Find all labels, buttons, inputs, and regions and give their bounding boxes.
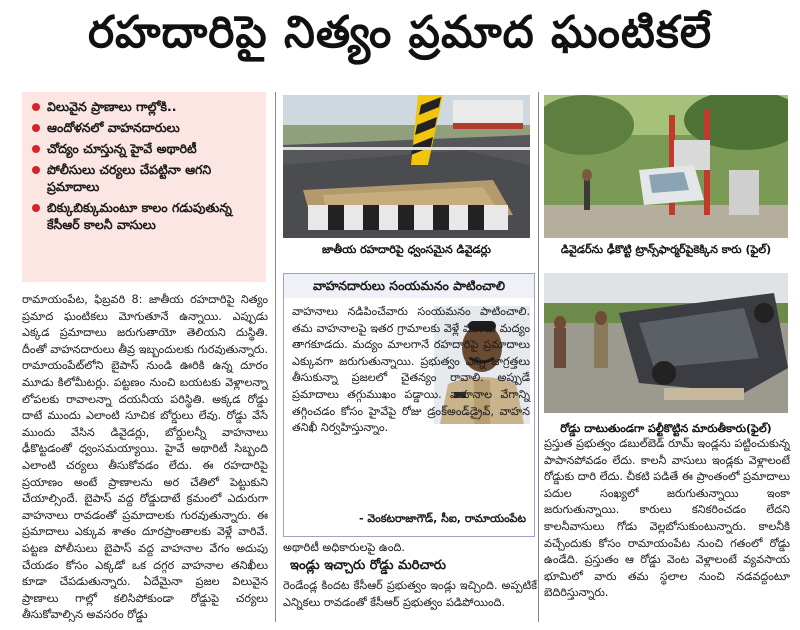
middle-continuation: అథారిటీ అధికారులపై ఉంది.: [283, 541, 405, 554]
photo-broken-dividers: [283, 95, 530, 238]
subheading: ఇండ్లు ఇచ్చారు రోడ్డు మరిచారు: [290, 558, 447, 573]
column-divider: [275, 92, 276, 622]
photo-caption: డివైడర్‌ను ఢీకొట్టి ట్రాన్స్‌ఫార్మర్‌పైకెక్కిన కారు (ఫైల్): [560, 243, 772, 256]
bullet-dot-icon: [32, 166, 40, 174]
bullet-dot-icon: [32, 124, 40, 132]
bullet-item: పోలీసులు చర్యలు చేపట్టినా ఆగని ప్రమాదాలు: [32, 161, 260, 195]
article-left-column: [22, 292, 268, 622]
photo-overturned-car: [544, 273, 788, 413]
bullet-dot-icon: [32, 204, 40, 212]
middle-paragraph: రెండేండ్ల కిందట కేసీఆర్ ప్రభుత్వం ఇండ్లు ఇచ్చింది. అప్పటికే ఎన్నికలు రావడంతో కేసీఆర్ ప్రభుత్వం పడిపోయింది.: [283, 579, 537, 609]
box-title: వాహనదారులు సంయమనం పాటించాలి: [284, 274, 534, 298]
bullet-item: ఆందోళనలో వాహనదారులు: [32, 119, 260, 136]
bullet-item: విలువైన ప్రాణాలు గాల్లోకి..: [32, 98, 260, 115]
column-divider: [538, 92, 539, 622]
bullet-item: చోద్యం చూస్తున్న హైవే అథారిటీ: [32, 140, 260, 157]
quote-box: [283, 273, 535, 537]
photo-car-transformer: [544, 95, 788, 238]
headline: రహదారిపై నిత్యం ప్రమాద ఘంటికలే: [87, 7, 713, 58]
highlights-box: [22, 92, 266, 282]
box-signature: - వెంకటరాజాగౌడ్, సీఐ, రామాయంపేట: [358, 512, 526, 525]
bullet-dot-icon: [32, 103, 40, 111]
article-text: ప్రస్తుత ప్రభుత్వం డబుల్‌బెడ్ రూమ్ ఇండ్లను పట్టించుకున్న పాపానపోవడం లేదు. కాలనీ వాసులు ఇండ్లకు వెళ్లాలంటే రోడ్డుకు దారి లేదు. చీకటి పడితే ఈ ప్రాంతంలో ప్రమాదాలు పదుల సంఖ్యలో జరుగుతున్నాయి ఇంకా జరుగుతున్నాయి. కారులు కనికరించడం లేదని కాలనీవాసులు గోడు వెల్లబోసుకుంటున్నారు. కాలనీకి వచ్చేందుకు కోసం రామాయంపేట నుంచి గతంలో రోడ్డు ఉండేది. ప్రస్తుతం ఆ రోడ్డు వెంట వెళ్లాలంటే వ్యవసాయ భూమిలో వారు తమ స్థలాల నుంచి నడవద్దంటూ బెదిరిస్తున్నారు.: [544, 437, 790, 600]
bullet-dot-icon: [32, 145, 40, 153]
photo-caption: రోడ్డు దాటుతుండగా పల్టీకొట్టిన మారుతీకారు(ఫైల్): [560, 422, 772, 435]
article-right-column: [544, 436, 790, 626]
article-text: రామాయంపేట, ఫిబ్రవరి 8: జాతీయ రహదారిపై నిత్యం ప్రమాద ఘంటికలు మోగుతూనే ఉన్నాయి. ఎప్పుడు ఎక్కడ ప్రమాదాలు జరుగుతాయో తెలియని దుస్థితి. దీంతో వాహనదారులు తీవ్ర ఇబ్బందులకు గురవుతున్నారు. రామాయంపేట్‌లోని బైపాస్ నుండి ఊరికి ఉన్న దూరం మూడు కిలోమీటర్లు. పట్టణం నుంచి బయటకు వెళ్లాలన్నా లోపలకు రావాలన్నా దయనీయ పరిస్థితి. అక్కడ రోడ్డు దాటే ముందు ఎలాంటి సూచిక బోర్డులు లేవు. రోడ్డు వేసే ముందు వేసిన డివైడర్లు, బోర్డులన్నీ వాహనాలు ఢీకొట్టడంతో ధ్వంసమయ్యాయి. హైవే అథారిటీ సిబ్బంది ఎలాంటి చర్యలు తీసుకోవడం లేదు. ఈ రహదారిపై ప్రయాణం అంటే ప్రాణాలను అర చేతిలో పెట్టుకుని చేయాల్సిందే. బైపాస్ వద్ద రోడ్డుదాటే క్రమంలో ఎదురుగా వాహనాలు రావడంతో ప్రమాదాలకు గురవుతున్నారు. ఈ ప్రమాదాలు ఎక్కువ శాతం దూరప్రాంతాలకు వెళ్లే వారివే. పట్టణ పోలీసులు బైపాస్ వద్ద వాహనాల వేగం అదుపు చేయడం కోసం ఎక్కడో ఒక దగ్గర వాహనాల తనిఖీలు కూడా చేపడుతున్నారు. ఏదేమైనా ప్రజల విలువైన ప్రాణాలు గాల్లో కలిసిపోకుండా రోడ్డుపై చర్యలు తీసుకోవాల్సిన అవసరం రోడ్డు: [22, 293, 268, 622]
bullet-item: బిక్కుబిక్కుమంటూ కాలం గడుపుతున్న కేసీఆర్ కాలనీ వాసులు: [32, 199, 260, 233]
photo-caption: జాతీయ రహదారిపై ధ్వంసమైన డివైడర్లు: [322, 243, 491, 256]
box-text: వాహనాలు నడిపించేవారు సంయమనం పాటించాలి. తమ వాహనాలపై ఇతర గ్రామాలకు వెళ్లే ముందు మద్యం తాగకూడదు. మద్యం మాలగానే రహదారిపై ప్రమాదాలు ఎక్కువగా జరుగుతున్నాయి. ప్రభుత్వం ఎన్ని జాగ్రత్తలు తీసుకున్నా ప్రజలలో చైతన్యం రావాలి. అప్పుడే ప్రమాదాలు తగ్గుముఖం పడ్డాయి. వాహనాల వేగాన్ని తగ్గించడం కోసం హైవేపై రోజు డ్రంక్అండ్‌డ్రైవ్, వాహన తనిఖీ నిర్వహిస్తున్నాం.: [292, 305, 530, 435]
